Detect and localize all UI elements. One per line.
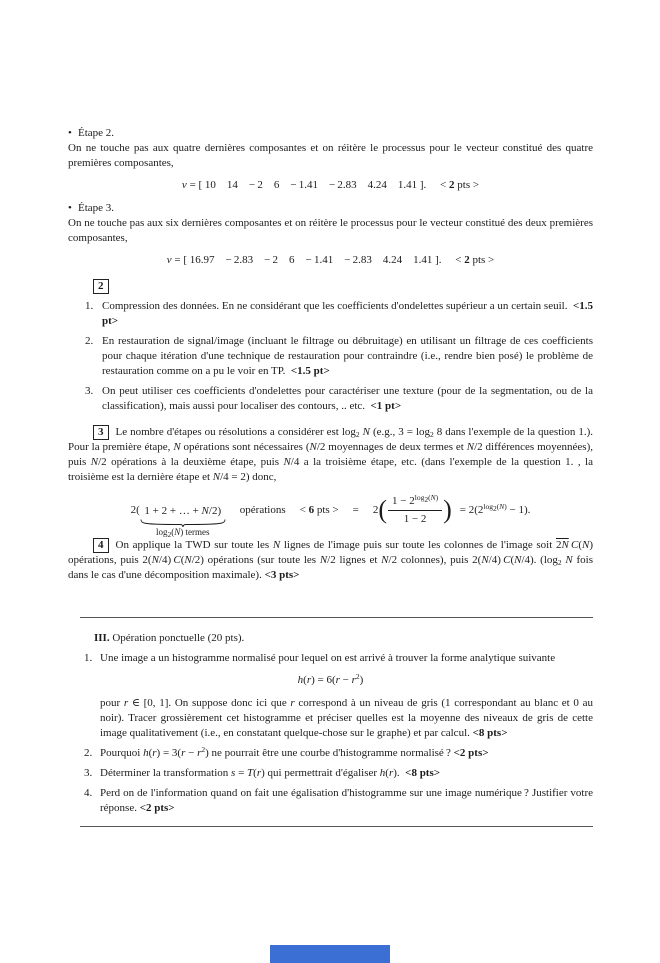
list-item: [68, 384, 593, 414]
list-item-text: Déterminer la transformation s = T(r) qui permettrait d'égaliser h(r). <8 pts>: [100, 767, 441, 779]
big-paren-open: (: [378, 495, 388, 524]
etape2-body: On ne touche pas aux quatre dernières composantes et on réitère le processus pour le vecteur constitué des quatre premières composantes,: [68, 142, 593, 169]
list-item: [68, 334, 593, 379]
section3-heading: [94, 631, 593, 646]
equation-lead: 2(: [130, 503, 140, 516]
list-item: [68, 766, 593, 781]
list-item-text: Une image a un histogramme normalisé pour lequel on est arrivé à trouver la forme analytique suivante: [100, 652, 556, 664]
list-item-number: 1.: [84, 652, 93, 664]
question4-number-box: 4: [93, 538, 109, 553]
etape2-equation: v = [ 10 14 − 2 6 − 1.41 − 2.83 4.24 1.41 ]. < 2 pts >: [181, 179, 480, 191]
bullet-icon: •: [68, 202, 72, 214]
list-item: [68, 651, 593, 666]
question4-body: On applique la TWD sur toute les N lignes de l'image puis sur toute les colonnes de l'image soit 2N C(N) opérations, puis 2(N/4) C(N/2) opérations (sur toute les N/2 lignes et N/2 colonnes), puis 2(N/4) C(N/4). ($\log_2$ N fois dans le cas d'une décomposition maximale). <3 pts>: [68, 539, 594, 581]
question4-paragraph: [68, 538, 593, 583]
underbrace-icon: [140, 519, 226, 527]
list-item-text: Pourquoi $h(r) = 3(r - r^2)$ ne pourrait être une courbe d'histogramme normalisé ? <2 pts>: [100, 745, 489, 759]
list-item-number: 4.: [84, 787, 93, 799]
equation-coefficient: 2: [372, 503, 379, 516]
question3-equation: [68, 492, 593, 539]
etape2-title: Étape 2.: [78, 127, 115, 139]
question2-number-box: 2: [93, 279, 109, 294]
equation-tail: = $2(2^{log_2(N)} - 1)$.: [459, 501, 531, 516]
equation-word: opérations: [239, 503, 286, 516]
histogram-equation: $h(r) = 6(r - r^2)$: [297, 672, 364, 686]
question2-box-line: [93, 279, 593, 294]
list-item-number: 2.: [85, 335, 94, 347]
equation-points: < 6 pts >: [299, 503, 339, 516]
list-item: [68, 746, 593, 761]
section3-heading-number: III.: [94, 632, 110, 644]
big-paren-close: ): [443, 495, 452, 524]
fraction: [388, 494, 442, 527]
fraction-denominator: 1 − 2: [403, 512, 427, 525]
list-item-continuation: [68, 696, 593, 741]
question2-list: [68, 299, 593, 414]
question3-number-box: 3: [93, 425, 109, 440]
list-item-number: 3.: [84, 767, 93, 779]
section3-heading-text: Opération ponctuelle (20 pts).: [109, 632, 245, 644]
etape3-title: Étape 3.: [78, 202, 115, 214]
question3-body: Le nombre d'étapes ou résolutions a considérer est $\log_2 N$ (e.g., $3 = \log_2 8$ dans l'exemple de la question 1.). Pour la première étape, N opérations sont nécessaires (N/2 moyennages de deux termes et N/2 différences moyennées), puis N/2 opérations à la deuxième étape, puis N/4 a la troisième étape, etc. (dans l'exemple de la question 1. , la troisième est la dernière étape et N/4 = 2) donc,: [68, 426, 593, 483]
etape3-equation: v = [ 16.97 − 2.83 − 2 6 − 1.41 − 2.83 4.24 1.41 ]. < 2 pts >: [166, 254, 495, 266]
fraction-numerator: $1 - 2^{log_2(N)}$: [388, 494, 442, 511]
divider: [80, 617, 593, 618]
divider: [80, 826, 593, 827]
list-item-text: En restauration de signal/image (incluant le filtrage ou débruitage) en utilisant un filtrage de ces coefficients pour chaque itération d'une technique de restauration pour contraindre (i.e., rendre bien posé) le problème de restauration comme on a pu le voir en TP. <1.5 pt>: [102, 335, 593, 377]
list-item: [68, 299, 593, 329]
list-item-number: 2.: [84, 747, 93, 759]
question3-paragraph: [68, 425, 593, 485]
list-item-text: On peut utiliser ces coefficients d'ondelettes pour caractériser une texture (pour de la segmentation, ou de la classification), mais aussi pour localiser des contours, .. etc. <1 pt>: [102, 385, 593, 412]
list-item-text: pour r ∈ [0, 1]. On suppose donc ici que r correspond à un niveau de gris (1 correspondant au blanc et 0 au noir). Tracer grossièrement cet histogramme et préciser quelles est la moyenne des niveaux de gris de cette image qualitativement (i.e., en constatant quelque-chose sur le graphe) et par calcul. <8 pts>: [100, 697, 593, 739]
document-content: [68, 126, 593, 827]
list-item-number: 1.: [85, 300, 94, 312]
etape3-heading: [68, 201, 593, 216]
underbrace-label: $\log_2(N)$ termes: [156, 527, 210, 539]
list-item-number: 3.: [85, 385, 94, 397]
section3-list: [68, 651, 593, 816]
list-item-text: Compression des données. En ne considérant que les coefficients d'ondelettes supérieur a un certain seuil. <1.5 pt>: [102, 300, 593, 327]
bullet-icon: •: [68, 127, 72, 139]
bottom-blue-marker: [270, 945, 390, 963]
list-item-text: Perd on de l'information quand on fait une égalisation d'histogramme sur une image numérique ? Justifier votre réponse. <2 pts>: [100, 787, 593, 814]
list-item: [68, 786, 593, 816]
etape3-body: On ne touche pas aux six dernières composantes et on réitère le processus pour le vecteur constitué des deux premières composantes,: [68, 217, 593, 244]
equation-series: 1 + 2 + … + N/2): [144, 505, 222, 517]
etape2-heading: [68, 126, 593, 141]
equals-sign: =: [352, 503, 359, 516]
underbrace-group: [140, 504, 226, 538]
